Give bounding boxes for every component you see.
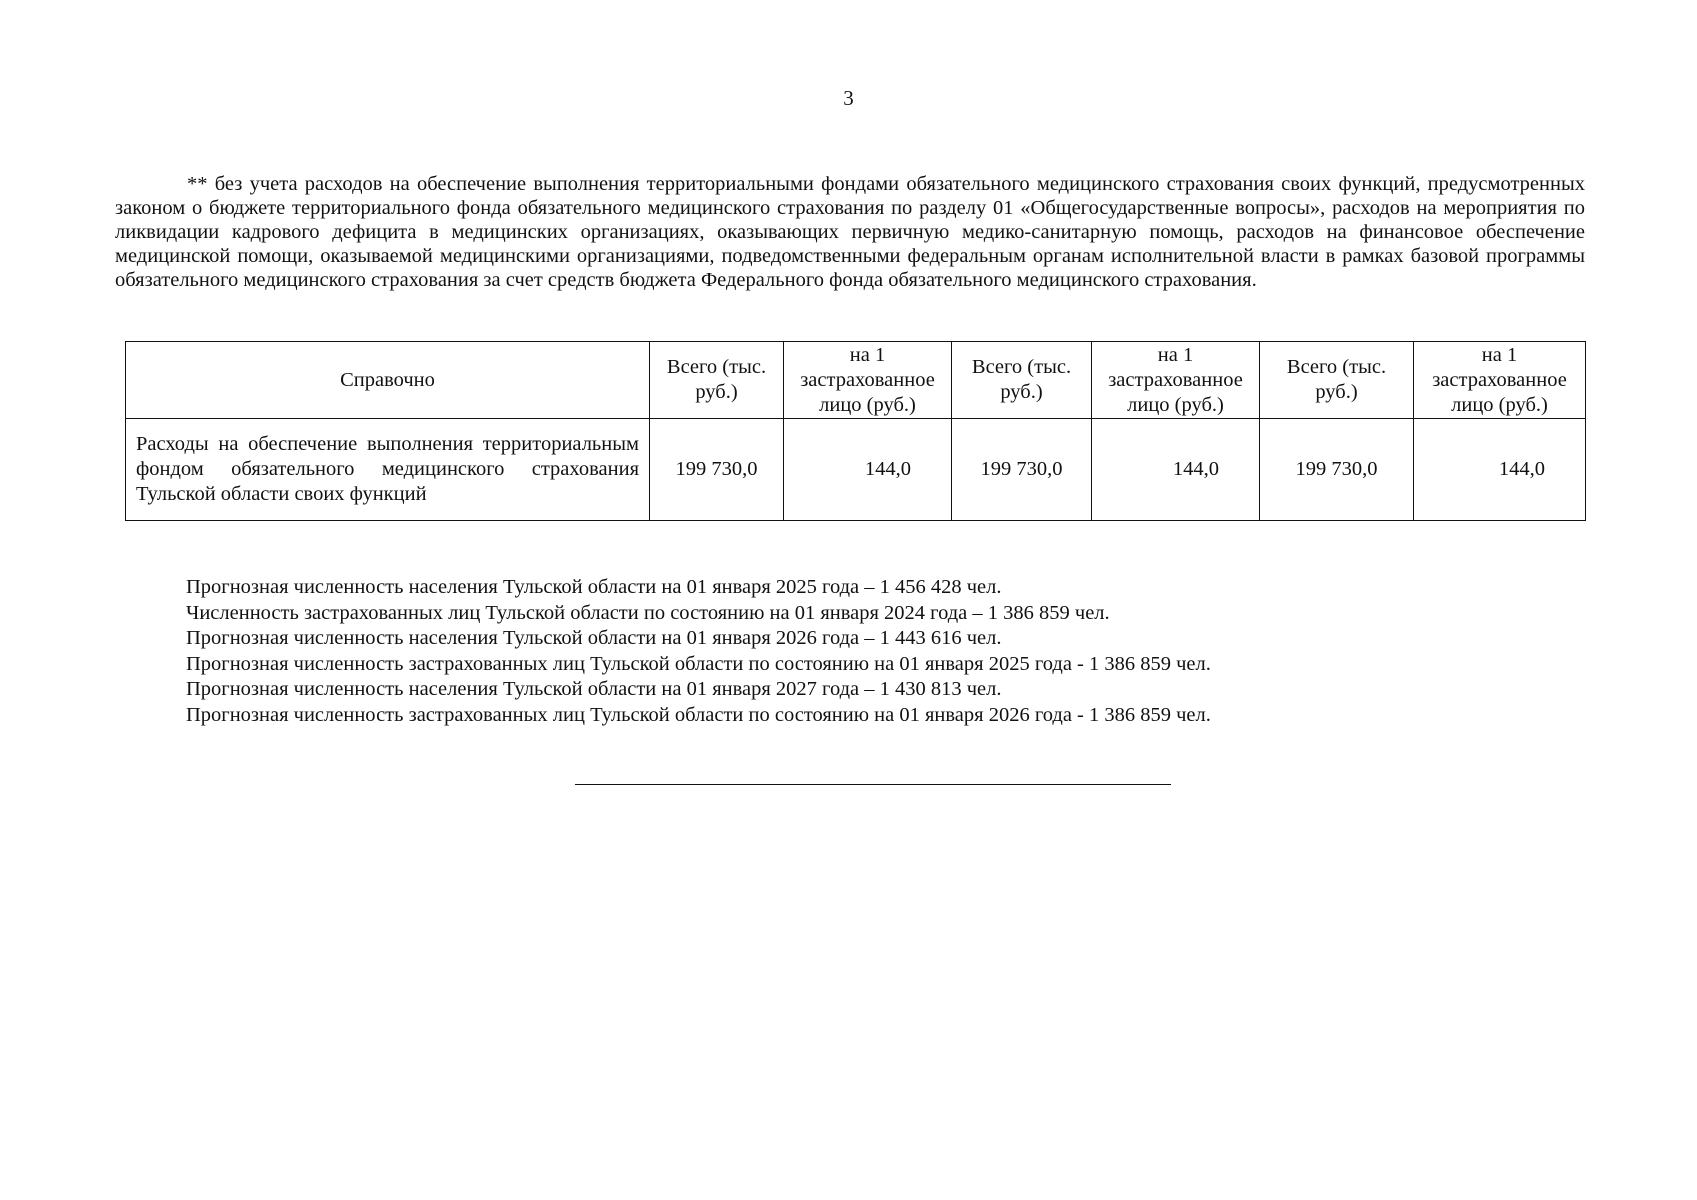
table-header-row	[126, 342, 1586, 419]
header-total-2: Всего (тыс. руб.)	[952, 342, 1092, 419]
page-number: 3	[843, 86, 854, 110]
cell-total-2: 199 730,0	[952, 419, 1092, 521]
cell-per-insured-2: 144,0	[1092, 419, 1260, 521]
header-total-3: Всего (тыс. руб.)	[1260, 342, 1414, 419]
population-line: Численность застрахованных лиц Тульской области по состоянию на 01 января 2024 года – 1 386 859 чел.	[186, 601, 1110, 624]
cell-per-insured-1: 144,0	[784, 419, 952, 521]
end-divider	[575, 784, 1171, 785]
reference-table	[125, 341, 1586, 521]
population-line: Прогнозная численность населения Тульской области на 01 января 2027 года – 1 430 813 чел.	[186, 678, 1002, 700]
population-line: Прогнозная численность населения Тульской области на 01 января 2025 года – 1 456 428 чел.	[186, 576, 1002, 598]
footnote-text: ** без учета расходов на обеспечение выполнения территориальными фондами обязательного медицинского страхования своих функций, предусмотренных законом о бюджете территориального фонда обязательного медицинского страхования по разделу 01 «Общегосударственные вопросы», расходов на мероприятия по ликвидации кадрового дефицита в медицинских организациях, оказывающих первичную медико-санитарную помощь, расходов на финансовое обеспечение медицинской помощи, оказываемой медицинскими организациями, подведомственными федеральным органам исполнительной власти в рамках базовой программы обязательного медицинского страхования за счет средств бюджета Федерального фонда обязательного медицинского страхования.	[115, 173, 1585, 291]
population-line: Прогнозная численность застрахованных лиц Тульской области по состоянию на 01 января 2026 года - 1 386 859 чел.	[186, 703, 1211, 726]
header-per-insured-1: на 1 застрахованное лицо (руб.)	[784, 342, 952, 419]
header-label: Справочно	[126, 342, 650, 419]
cell-total-1: 199 730,0	[650, 419, 784, 521]
header-total-1: Всего (тыс. руб.)	[650, 342, 784, 419]
population-line: Прогнозная численность застрахованных лиц Тульской области по состоянию на 01 января 2025 года - 1 386 859 чел.	[186, 652, 1211, 675]
header-per-insured-2: на 1 застрахованное лицо (руб.)	[1092, 342, 1260, 419]
row-label: Расходы на обеспечение выполнения территориальным фондом обязательного медицинского страхования Тульской области своих функций	[126, 419, 650, 521]
population-line: Прогнозная численность населения Тульской области на 01 января 2026 года – 1 443 616 чел.	[186, 627, 1002, 649]
cell-total-3: 199 730,0	[1260, 419, 1414, 521]
population-notes	[186, 575, 1586, 728]
table-row	[126, 419, 1586, 521]
header-per-insured-3: на 1 застрахованное лицо (руб.)	[1414, 342, 1586, 419]
cell-per-insured-3: 144,0	[1414, 419, 1586, 521]
